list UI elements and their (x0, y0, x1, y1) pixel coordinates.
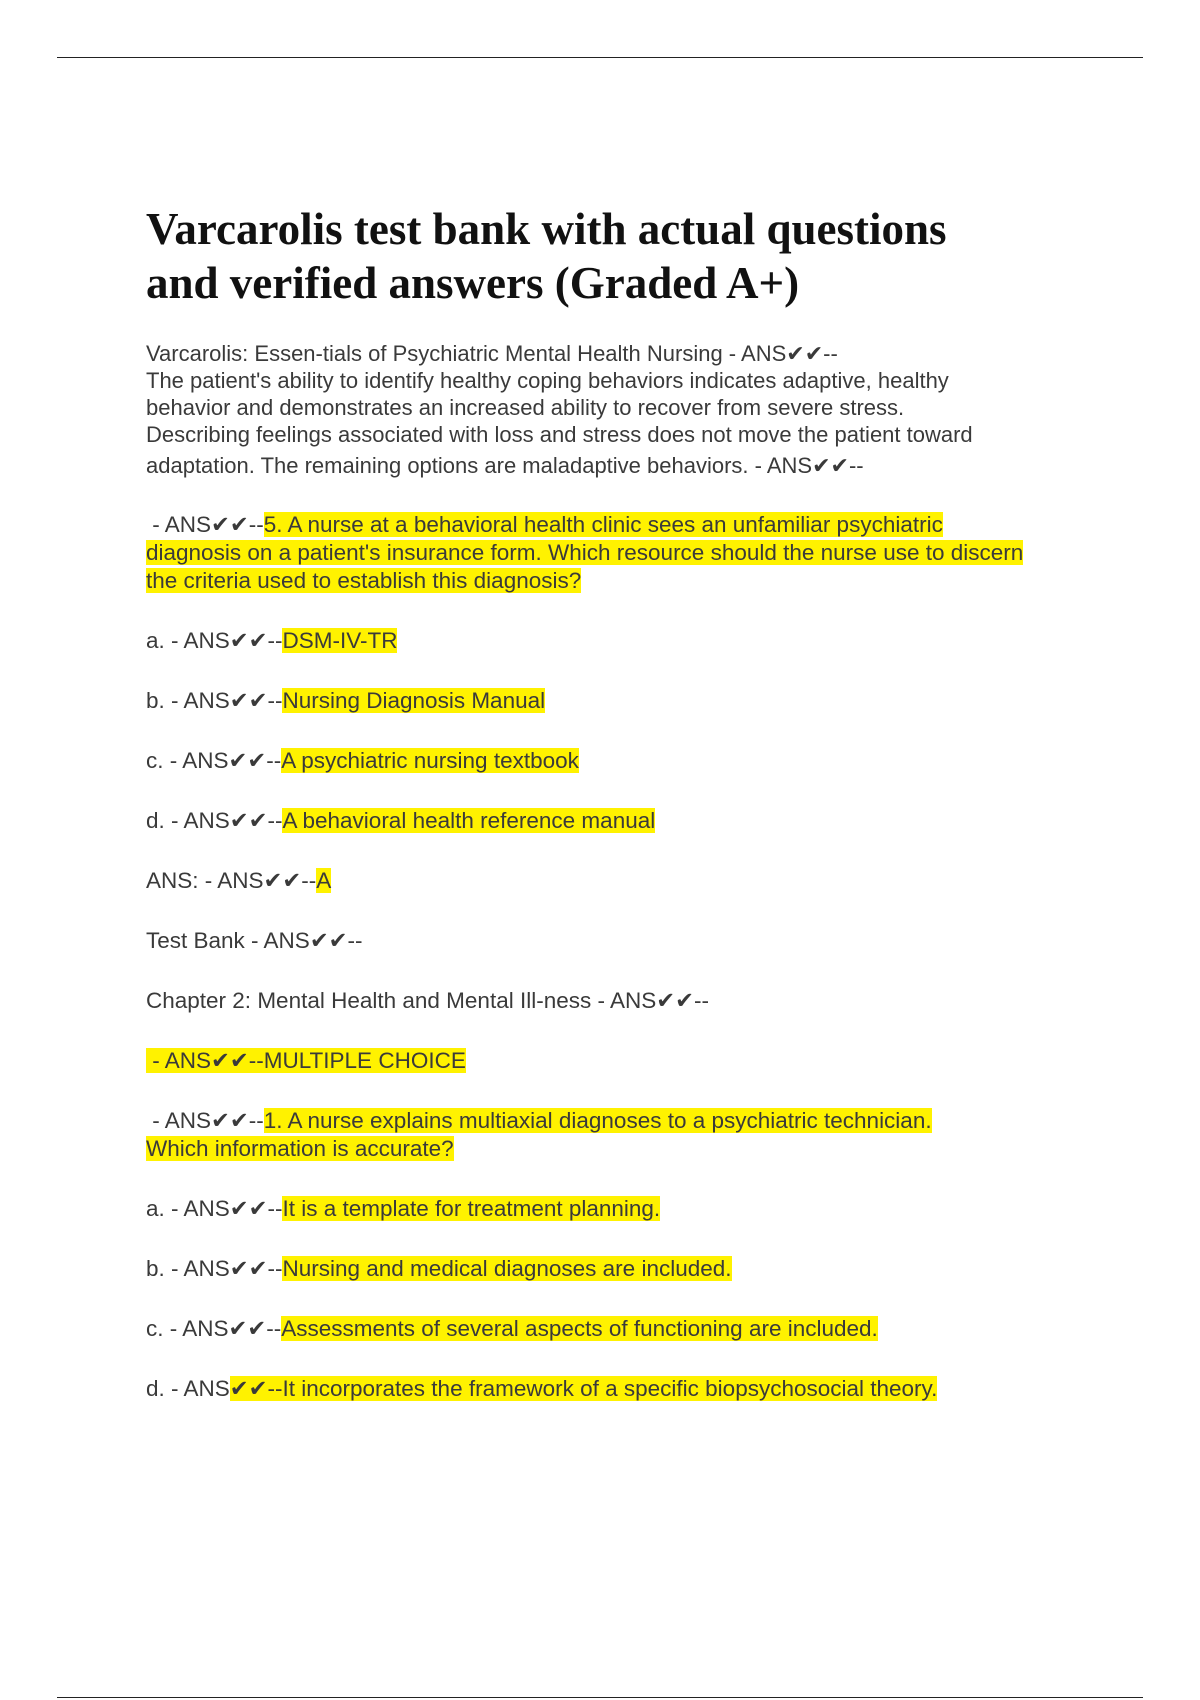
option-text: It is a template for treatment planning. (282, 1196, 661, 1221)
option-prefix: b. - ANS✔✔-- (146, 1256, 283, 1281)
multiple-choice-label: - ANS✔✔--MULTIPLE CHOICE (146, 1048, 466, 1073)
question-5-line-1: 5. A nurse at a behavioral health clinic sees an unfamiliar psychiatric (263, 512, 943, 537)
question-1-prefix: - ANS✔✔-- (146, 1108, 264, 1133)
question-5-prefix: - ANS✔✔-- (146, 512, 264, 537)
chapter-heading: Chapter 2: Mental Health and Mental Ill-ness - ANS✔✔-- (146, 988, 709, 1013)
bottom-divider (57, 1697, 1143, 1698)
option-c (146, 747, 1106, 775)
intro-line: behavior and demonstrates an increased ability to recover from severe stress. (146, 395, 905, 420)
question-1-stem (146, 1107, 1106, 1163)
intro-line: Varcarolis: Essen-tials of Psychiatric Mental Health Nursing - ANS✔✔-- (146, 341, 838, 366)
option-text: ✔✔--It incorporates the framework of a specific biopsychosocial theory. (229, 1376, 938, 1401)
option-c (146, 1315, 1106, 1343)
document-body (146, 202, 1106, 1403)
multiple-choice-line (146, 1047, 1106, 1075)
option-b (146, 687, 1106, 715)
option-text: Nursing and medical diagnoses are included. (282, 1256, 732, 1281)
option-b (146, 1255, 1106, 1283)
question-5-line-2: diagnosis on a patient's insurance form. Which resource should the nurse use to discern (146, 540, 1024, 565)
question-5-line-3: the criteria used to establish this diagnosis? (146, 568, 582, 593)
option-text: Assessments of several aspects of functioning are included. (281, 1316, 878, 1341)
intro-paragraph (146, 340, 1106, 479)
answer-line (146, 867, 1106, 895)
test-bank-line: Test Bank - ANS✔✔-- (146, 928, 363, 953)
answer-prefix: ANS: - ANS✔✔-- (146, 868, 317, 893)
intro-line: Describing feelings associated with loss and stress does not move the patient toward (146, 422, 973, 447)
answer-value: A (316, 868, 332, 893)
option-prefix: a. - ANS✔✔-- (146, 628, 283, 653)
option-prefix: a. - ANS✔✔-- (146, 1196, 283, 1221)
option-text: A psychiatric nursing textbook (281, 748, 579, 773)
question-5-stem (146, 511, 1106, 595)
option-prefix: c. - ANS✔✔-- (146, 748, 282, 773)
title-line-1: Varcarolis test bank with actual questions (146, 204, 947, 254)
option-text: A behavioral health reference manual (282, 808, 656, 833)
option-d (146, 807, 1106, 835)
document-title (146, 202, 1106, 310)
option-prefix: d. - ANS✔✔-- (146, 808, 283, 833)
option-prefix: d. - ANS (146, 1376, 230, 1401)
option-a (146, 627, 1106, 655)
top-divider (57, 57, 1143, 58)
option-prefix: b. - ANS✔✔-- (146, 688, 283, 713)
option-d (146, 1375, 1106, 1403)
intro-line: adaptation. The remaining options are maladaptive behaviors. - ANS✔✔-- (146, 453, 864, 478)
option-a (146, 1195, 1106, 1223)
title-line-2: and verified answers (Graded A+) (146, 258, 800, 308)
option-prefix: c. - ANS✔✔-- (146, 1316, 282, 1341)
option-text: Nursing Diagnosis Manual (282, 688, 546, 713)
question-1-line-2: Which information is accurate? (146, 1136, 454, 1161)
question-1-line-1: 1. A nurse explains multiaxial diagnoses to a psychiatric technician. (263, 1108, 932, 1133)
intro-line: The patient's ability to identify healthy coping behaviors indicates adaptive, healthy (146, 368, 949, 393)
option-text: DSM-IV-TR (282, 628, 398, 653)
